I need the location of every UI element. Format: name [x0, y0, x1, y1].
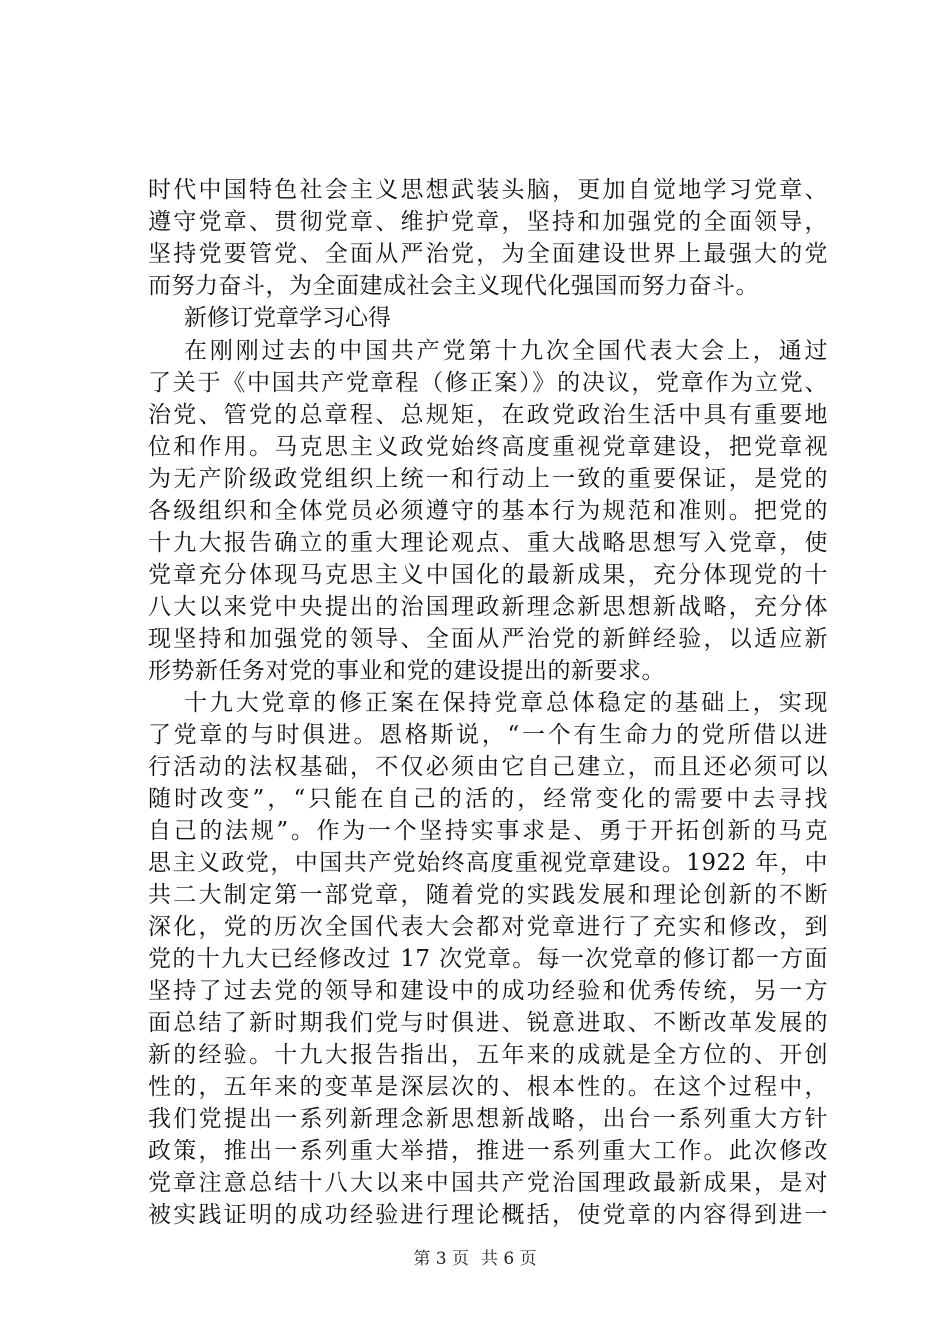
text-line: 治党、管党的总章程、总规矩，在政党政治生活中具有重要地 — [148, 402, 828, 428]
text-line: 思主义政党，中国共产党始终高度重视党章建设。1922 年，中 — [148, 850, 828, 876]
text-line: 时代中国特色社会主义思想武装头脑，更加自觉地学习党章、 — [148, 177, 828, 203]
text-line: 党章充分体现马克思主义中国化的最新成果，充分体现党的十 — [148, 562, 828, 588]
text-line: 位和作用。马克思主义政党始终高度重视党章建设，把党章视 — [148, 434, 828, 460]
text-line: 而努力奋斗，为全面建成社会主义现代化强国而努力奋斗。 — [148, 273, 759, 299]
text-line: 了党章的与时俱进。恩格斯说，“一个有生命力的党所借以进 — [148, 722, 828, 748]
text-line: 随时改变”，“只能在自己的活的，经常变化的需要中去寻找 — [148, 786, 828, 812]
text-line: 八大以来党中央提出的治国理政新理念新思想新战略，充分体 — [148, 594, 828, 620]
text-line: 深化，党的历次全国代表大会都对党章进行了充实和修改，到 — [148, 914, 828, 940]
text-line: 性的，五年来的变革是深层次的、根本性的。在这个过程中， — [148, 1074, 828, 1100]
text-line: 为无产阶级政党组织上统一和行动上一致的重要保证，是党的 — [148, 466, 828, 492]
page-total: 共 6 页 — [481, 1249, 537, 1269]
text-line: 了关于《中国共产党章程（修正案）》的决议，党章作为立党、 — [148, 370, 828, 396]
text-line: 现坚持和加强党的领导、全面从严治党的新鲜经验，以适应新 — [148, 626, 828, 652]
text-line: 十九大党章的修正案在保持党章总体稳定的基础上，实现 — [184, 690, 828, 716]
text-line: 十九大报告确立的重大理论观点、重大战略思想写入党章，使 — [148, 530, 828, 556]
text-line: 形势新任务对党的事业和党的建设提出的新要求。 — [148, 658, 665, 684]
page-number: 第 3 页 — [413, 1249, 469, 1269]
text-line: 行活动的法权基础，不仅必须由它自己建立，而且还必须可以 — [148, 754, 828, 780]
text-line: 面总结了新时期我们党与时俱进、锐意进取、不断改革发展的 — [148, 1010, 828, 1036]
text-line: 党章注意总结十八大以来中国共产党治国理政最新成果，是对 — [148, 1170, 828, 1196]
text-line: 遵守党章、贯彻党章、维护党章，坚持和加强党的全面领导， — [148, 209, 828, 235]
text-line: 自己的法规”。作为一个坚持实事求是、勇于开拓创新的马克 — [148, 818, 828, 844]
text-line: 坚持了过去党的领导和建设中的成功经验和优秀传统，另一方 — [148, 978, 828, 1004]
text-line: 共二大制定第一部党章，随着党的实践发展和理论创新的不断 — [148, 882, 828, 908]
text-line: 政策，推出一系列重大举措，推进一系列重大工作。此次修改 — [148, 1138, 828, 1164]
text-line: 新的经验。十九大报告指出，五年来的成就是全方位的、开创 — [148, 1042, 828, 1068]
text-line: 坚持党要管党、全面从严治党，为全面建设世界上最强大的党 — [148, 241, 828, 267]
text-line: 在刚刚过去的中国共产党第十九次全国代表大会上，通过 — [184, 338, 828, 364]
text-line: 各级组织和全体党员必须遵守的基本行为规范和准则。把党的 — [148, 498, 828, 524]
section-heading: 新修订党章学习心得 — [184, 305, 391, 331]
text-line: 被实践证明的成功经验进行理论概括，使党章的内容得到进一 — [148, 1202, 828, 1228]
page-footer — [0, 1244, 950, 1269]
text-line: 党的十九大已经修改过 17 次党章。每一次党章的修订都一方面 — [148, 946, 828, 972]
text-line: 我们党提出一系列新理念新思想新战略，出台一系列重大方针 — [148, 1106, 828, 1132]
